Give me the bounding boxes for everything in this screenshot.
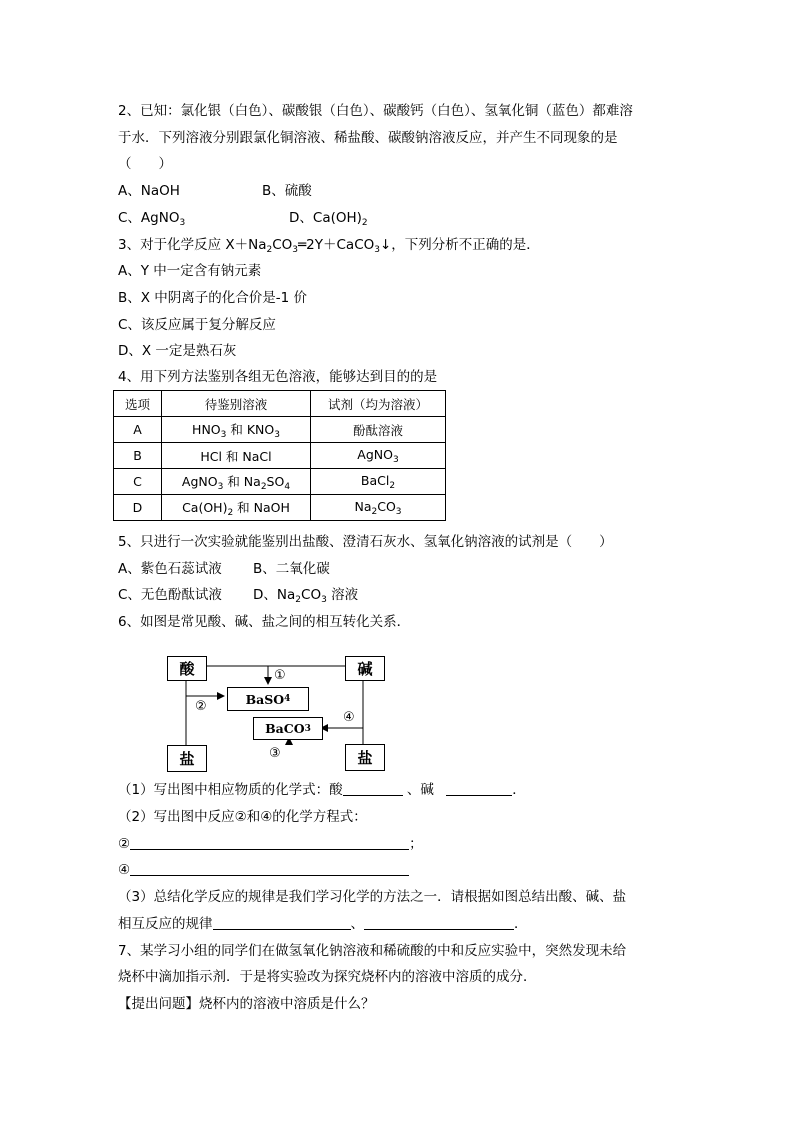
q6-equation-4: ④ — [118, 861, 409, 879]
baso4-box: BaSO 4 — [227, 687, 309, 711]
baco3-box: BaCO 3 — [253, 717, 323, 740]
table-cell: HCl 和 NaCl — [162, 443, 311, 469]
q2-option-b: B、硫酸 — [262, 183, 312, 199]
q6-stem: 6、如图是常见酸、碱、盐之间的相互转化关系． — [118, 614, 411, 630]
q7-line3: 【提出问题】烧杯内的溶液中溶质是什么？ — [118, 996, 375, 1012]
q2-option-c: C、AgNO$_3$ — [118, 210, 186, 228]
base-box: 碱 — [345, 656, 385, 681]
table-row — [114, 443, 446, 469]
q3-option-a: A、Y 中一定含有钠元素 — [118, 263, 262, 279]
q7-line1: 7、某学习小组的同学们在做氢氧化钠溶液和稀硫酸的中和反应实验中，突然发现未给 — [118, 943, 627, 959]
table-cell: $HNO_3$ 和 $KNO_3$ — [162, 417, 311, 443]
q2-stem-line1: 2、已知：氯化银（白色）、碳酸银（白色）、碳酸钙（白色）、氢氧化铜（蓝色）都难溶 — [118, 103, 633, 119]
table-header-row — [114, 391, 446, 417]
q5-option-c: C、无色酚酞试液 — [118, 587, 222, 603]
table-cell: B — [114, 443, 162, 469]
table-cell: AgNO$_3$ 和 $Na_2SO_4$ — [162, 469, 311, 495]
q5-option-a: A、紫色石蕊试液 — [118, 561, 222, 577]
table-header: 试剂（均为溶液） — [311, 391, 446, 417]
table-cell: $Ca(OH)_2$ 和 NaOH — [162, 495, 311, 521]
q2-answer-paren: （ ） — [118, 156, 172, 172]
table-row — [114, 417, 446, 443]
table-cell: BaCl$_2$ — [311, 469, 446, 495]
answer-blank-rule-2[interactable] — [364, 917, 514, 930]
q7-line2: 烧杯中滴加指示剂．于是将实验改为探究烧杯内的溶液中溶质的成分． — [118, 969, 537, 985]
table-cell: D — [114, 495, 162, 521]
table-row — [114, 469, 446, 495]
q2-option-a: A、NaOH — [118, 183, 180, 199]
conversion-diagram — [160, 650, 400, 775]
q3-stem: 3、对于化学反应 $X+Na_2CO_3═2Y+CaCO_3↓$，下列分析不正确的是． — [118, 237, 540, 255]
q4-options-table — [113, 390, 446, 521]
answer-blank-eq2[interactable] — [130, 837, 409, 850]
answer-blank-eq4[interactable] — [130, 863, 409, 876]
q2-option-d: D、$Ca(OH)_2$ — [289, 210, 368, 228]
answer-blank-base[interactable] — [446, 783, 512, 796]
q3-option-b: B、X 中阴离子的化合价是-1 价 — [118, 290, 308, 306]
table-cell: 酚酞溶液 — [311, 417, 446, 443]
table-header: 待鉴别溶液 — [162, 391, 311, 417]
q5-option-b: B、二氧化碳 — [253, 561, 330, 577]
q3-option-d: D、X 一定是熟石灰 — [118, 343, 237, 359]
table-cell: C — [114, 469, 162, 495]
table-header: 选项 — [114, 391, 162, 417]
salt-box-left: 盐 — [167, 745, 207, 772]
table-cell: AgNO$_3$ — [311, 443, 446, 469]
salt-box-right: 盐 — [345, 744, 385, 771]
q6-part2: （2）写出图中反应②和④的化学方程式： — [118, 809, 367, 825]
q5-option-d: D、$Na_2CO_3$ 溶液 — [253, 587, 359, 605]
q6-part3-line2: 相互反应的规律 、 ． — [118, 916, 528, 932]
q2-stem-line2: 于水．下列溶液分别跟氯化铜溶液、稀盐酸、碳酸钠溶液反应，并产生不同现象的是 — [118, 130, 618, 146]
table-row — [114, 495, 446, 521]
table-cell: $Na_2CO_3$ — [311, 495, 446, 521]
reaction-marker-3: ③ — [269, 746, 281, 761]
reaction-marker-2: ② — [195, 699, 207, 714]
q5-stem: 5、只进行一次实验就能鉴别出盐酸、澄清石灰水、氢氧化钠溶液的试剂是（ ） — [118, 534, 613, 550]
table-cell: A — [114, 417, 162, 443]
reaction-marker-4: ④ — [343, 710, 355, 725]
q4-stem: 4、用下列方法鉴别各组无色溶液，能够达到目的的是 — [118, 369, 438, 385]
q6-part3-line1: （3）总结化学反应的规律是我们学习化学的方法之一．请根据如图总结出酸、碱、盐 — [118, 889, 627, 905]
answer-blank-rule-1[interactable] — [213, 917, 351, 930]
q3-option-c: C、该反应属于复分解反应 — [118, 317, 276, 333]
reaction-marker-1: ① — [274, 668, 286, 683]
answer-blank-acid[interactable] — [343, 783, 403, 796]
q6-part1: （1）写出图中相应物质的化学式：酸 、碱 ． — [118, 782, 526, 798]
acid-box: 酸 — [167, 656, 207, 681]
q6-equation-2: ② ； — [118, 836, 423, 852]
